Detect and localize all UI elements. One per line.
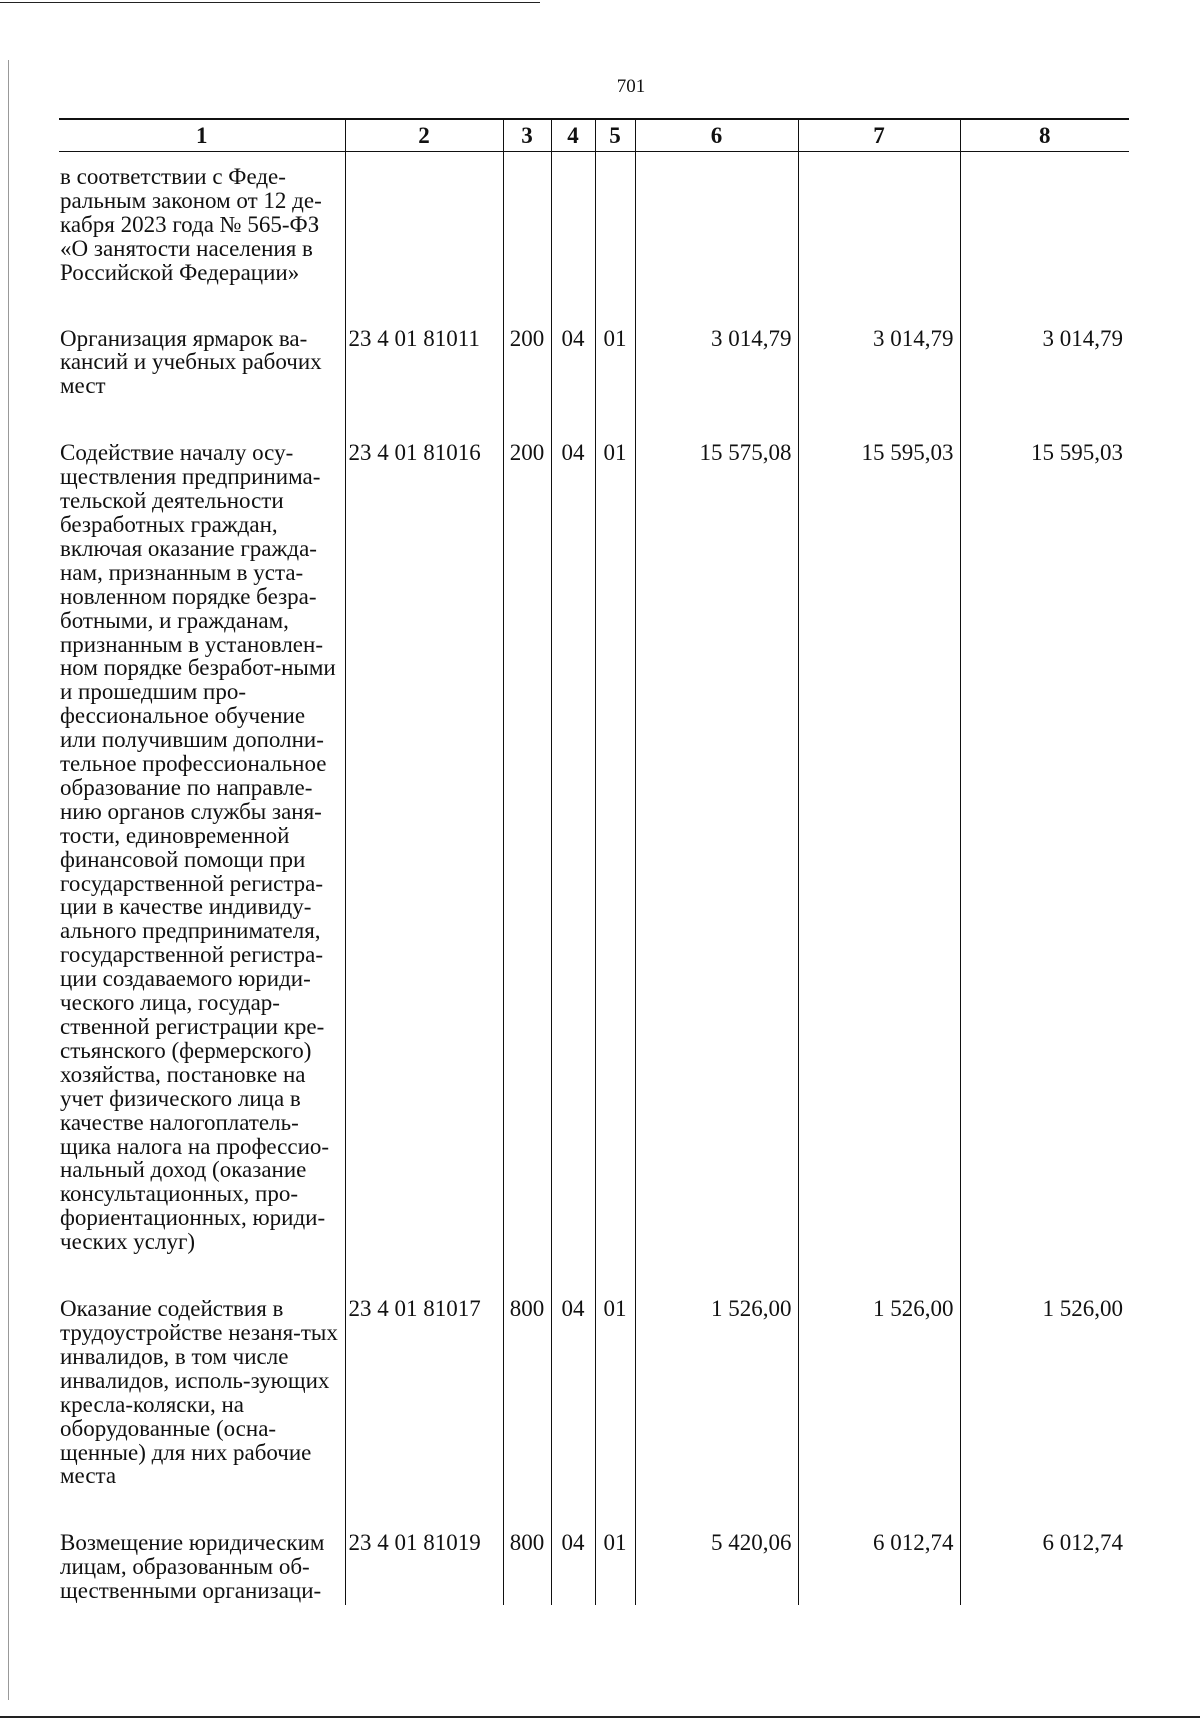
row-col3: 200	[503, 315, 551, 430]
row-col8: 3 014,79	[960, 315, 1129, 430]
header-cell: 7	[798, 119, 960, 152]
budget-table	[59, 118, 1129, 1605]
row-description: Возмещение юридическим лицам, образованным об-щественными организаци-	[60, 1530, 325, 1604]
row-col5	[595, 152, 635, 315]
scan-edge-left	[8, 60, 9, 1700]
row-col8	[960, 152, 1129, 315]
row-col3: 800	[503, 1285, 551, 1519]
row-description: Оказание содействия в трудоустройстве незаня-тых инвалидов, в том числе инвалидов, исполь-зующих кресла-коляски, на оборудованные (осна-щенные) для них рабочие места	[60, 1296, 338, 1489]
row-col4: 04	[551, 429, 595, 1285]
row-col7: 1 526,00	[798, 1285, 960, 1519]
row-col3: 800	[503, 1519, 551, 1605]
table-row	[59, 315, 1129, 430]
scan-edge-top	[0, 2, 540, 3]
row-col3	[503, 152, 551, 315]
header-cell: 8	[960, 119, 1129, 152]
row-col3: 200	[503, 429, 551, 1285]
row-col7: 15 595,03	[798, 429, 960, 1285]
row-col6: 15 575,08	[635, 429, 798, 1285]
header-cell: 2	[345, 119, 503, 152]
row-code: 23 4 01 81019	[345, 1519, 503, 1605]
row-col8: 15 595,03	[960, 429, 1129, 1285]
row-col7: 6 012,74	[798, 1519, 960, 1605]
header-row	[59, 119, 1129, 152]
row-code	[345, 152, 503, 315]
table-row	[59, 152, 1129, 315]
header-cell: 5	[595, 119, 635, 152]
header-cell: 3	[503, 119, 551, 152]
row-col5: 01	[595, 429, 635, 1285]
row-col6	[635, 152, 798, 315]
row-col4: 04	[551, 1285, 595, 1519]
row-col7: 3 014,79	[798, 315, 960, 430]
row-description: Организация ярмарок ва-кансий и учебных рабочих мест	[60, 325, 322, 399]
row-col7	[798, 152, 960, 315]
row-col4	[551, 152, 595, 315]
header-cell: 6	[635, 119, 798, 152]
row-col5: 01	[595, 315, 635, 430]
row-col6: 3 014,79	[635, 315, 798, 430]
row-col8: 6 012,74	[960, 1519, 1129, 1605]
header-cell: 1	[59, 119, 345, 152]
row-description: в соответствии с Феде-ральным законом от 12 де-кабря 2023 года № 565-ФЗ «О занятости населения в Российской Федерации»	[60, 164, 322, 285]
row-description: Содействие началу осу-ществления предпринима-тельской деятельности безработных граждан, включая оказание гражда-нам, признанным в уста-новленном порядке безра-ботными, и гражданам, признанным в установлен-ном порядке безработ-ными и прошедшим про-фессиональное обучение или получившим дополни-тельное профессиональное образование по направле-нию органов службы заня-тости, единовременной финансовой помощи при государственной регистра-ции в качестве индивиду-ального предпринимателя, государственной регистра-ции создаваемого юриди-ческого лица, государ-ственной регистрации кре-стьянского (фермерского) хозяйства, постановке на учет физического лица в качестве налогоплатель-щика налога на профессио-нальный доход (оказание консультационных, про-фориентационных, юриди-ческих услуг)	[60, 440, 336, 1255]
row-col6: 1 526,00	[635, 1285, 798, 1519]
row-col4: 04	[551, 1519, 595, 1605]
row-col8: 1 526,00	[960, 1285, 1129, 1519]
scan-edge-bottom	[0, 1716, 1200, 1718]
row-col6: 5 420,06	[635, 1519, 798, 1605]
row-code: 23 4 01 81011	[345, 315, 503, 430]
table-row	[59, 1519, 1129, 1605]
row-code: 23 4 01 81016	[345, 429, 503, 1285]
row-col4: 04	[551, 315, 595, 430]
row-col5: 01	[595, 1285, 635, 1519]
table-row	[59, 1285, 1129, 1519]
row-code: 23 4 01 81017	[345, 1285, 503, 1519]
row-col5: 01	[595, 1519, 635, 1605]
page-number: 701	[616, 76, 646, 97]
table-row	[59, 429, 1129, 1285]
header-cell: 4	[551, 119, 595, 152]
